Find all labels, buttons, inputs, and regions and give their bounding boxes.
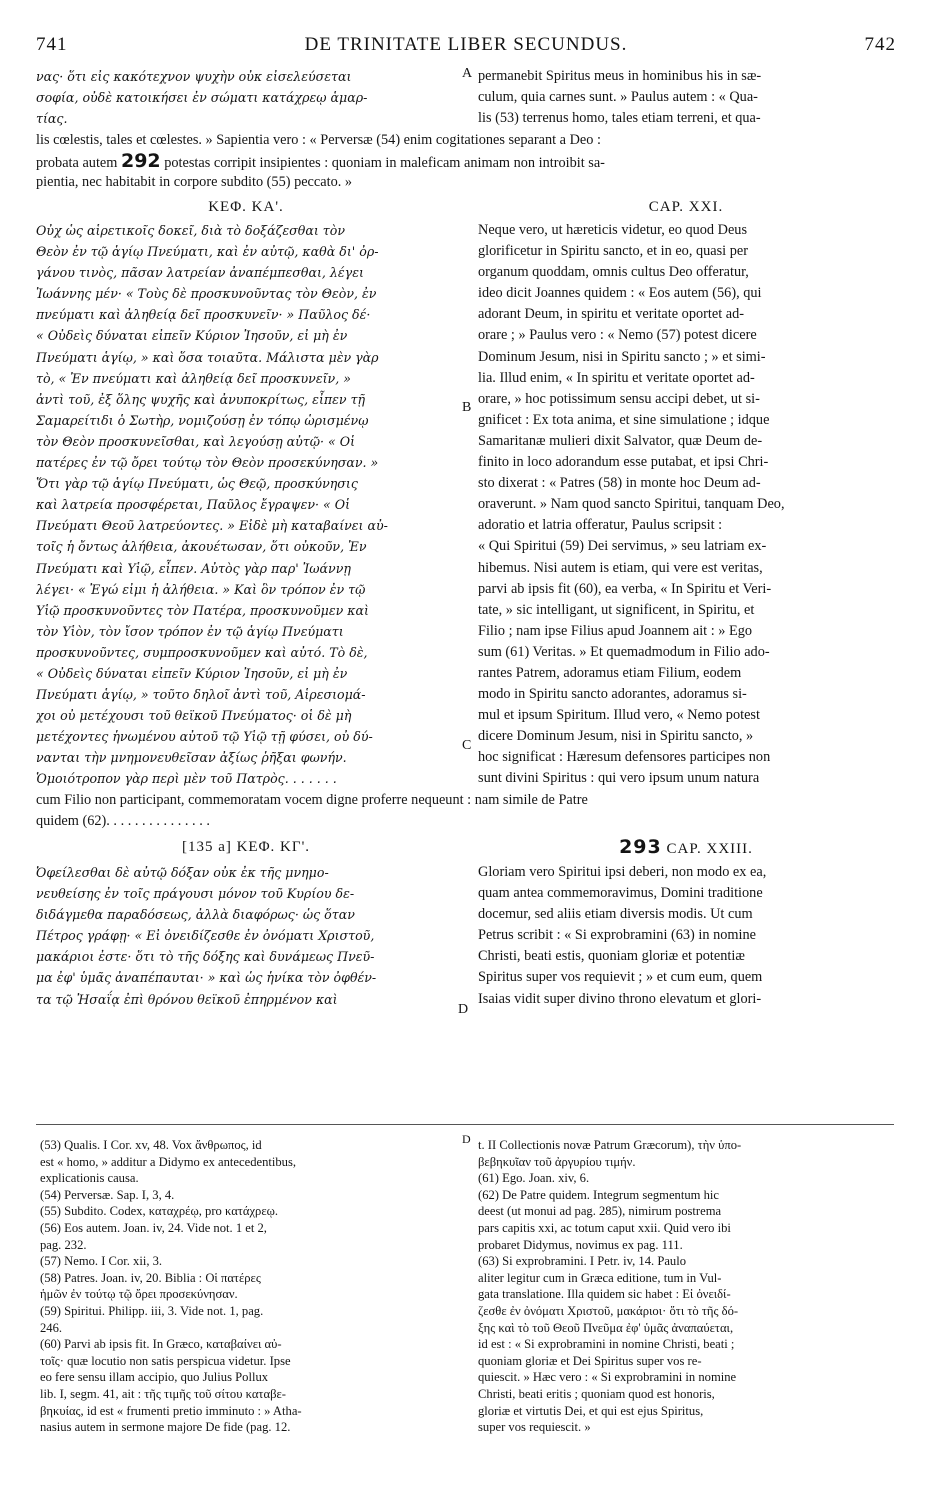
text-line: ideo dicit Joannes quidem : « Eos autem (56), qui <box>478 285 762 302</box>
text-line: Ἰωάννης μέν· « Τοὺς δὲ προσκυνοῦντας τὸν Θεὸν, ἐν <box>36 286 377 302</box>
footnote-line: deest (ut monui ad pag. 285), nimirum postrema <box>478 1204 722 1219</box>
footnote-line: pag. 232. <box>40 1237 87 1252</box>
footnote-line: βεβηκυῖαν τοῦ ἀργυρίου τιμήν. <box>478 1154 636 1169</box>
text-line: τίας. <box>36 111 68 127</box>
footnote-line: lib. I, segm. 41, ait : τῆς τιμῆς τοῦ σίτου καταβε- <box>40 1386 286 1401</box>
latin-column-top <box>478 66 894 129</box>
greek-column-chapter-21 <box>36 220 456 790</box>
text-line: Isaias vidit super divino throno elevatum et glori- <box>478 990 762 1007</box>
text-line: νευθείσης ἐν τοῖς πράγουσι μόνον τοῦ Κυρίου δε- <box>36 886 355 902</box>
heading-label: CAP. XXIII. <box>666 841 753 857</box>
footnote-line: (60) Parvi ab ipsis fit. In Græco, καταβαίνει αὐ- <box>40 1337 282 1352</box>
text-line: Πνεύματι ἁγίῳ, » τοῦτο δηλοῖ ἀντὶ τοῦ, Αἱρεσιομά- <box>36 687 366 703</box>
text-line: glorificetur in Spiritu sancto, et in eo, quasi per <box>478 243 748 260</box>
text-line: sto dixerat : « Patres (58) in monte hoc Deum ad- <box>478 475 761 492</box>
text-line: μακάριοι ἐστε· ὅτι τὸ τῆς δόξης καὶ δυνάμεως Πνεῦ- <box>36 949 375 965</box>
text-line: adorant Deum, in spiritu et veritate oportet ad- <box>478 306 744 323</box>
margin-letter-d: D <box>458 1002 469 1017</box>
text-line: « Οὐδεὶς δύναται εἰπεῖν Κύριον Ἰησοῦν, εἰ μὴ ἐν <box>36 665 348 681</box>
greek-column-top <box>36 66 456 129</box>
text-span: potestas corripit insipientes : quoniam in maleficam animam non introibit sa- <box>164 155 605 172</box>
text-line: νας· ὅτι εἰς κακότεχνον ψυχὴν οὐκ εἰσελεύσεται <box>36 69 352 84</box>
text-line: rantes Patrem, adoramus etiam Filium, eodem <box>478 664 742 681</box>
text-line: Spiritus super vos requievit ; » et cum eum, quem <box>478 969 763 986</box>
text-line: hibemus. Nisi autem is etiam, qui vere est veritas, <box>478 559 763 576</box>
text-line: pientia, nec habitabit in corpore subdito (55) peccato. » <box>36 174 353 191</box>
footnote-line: probaret Didymus, novimus ex pag. 111. <box>478 1237 683 1252</box>
text-line: Πνεύματι ἁγίῳ, » καὶ ὅσα τοιαῦτα. Μάλιστα μὲν γὰρ <box>36 349 379 365</box>
right-page-number: 742 <box>864 34 896 55</box>
footnote-line: gloriæ et virtutis Dei, et qui est ejus Spiritus, <box>478 1403 704 1418</box>
latin-column-chapter-21 <box>478 220 894 790</box>
footnote-line: (53) Qualis. I Cor. xv, 48. Vox ἄνθρωπος, id <box>40 1138 262 1152</box>
text-line: πνεύματι καὶ ἀληθείᾳ δεῖ προσκυνεῖν· » Παῦλος δέ· <box>36 307 371 323</box>
heading-text <box>478 836 894 859</box>
text-line: adoratio et latria offeratur, Paulus scripsit : <box>478 517 723 534</box>
text-line: modo in Spiritu sancto adorantes, adoramus si- <box>478 686 747 703</box>
margin-letter-a: A <box>462 66 473 81</box>
margin-letter-b: B <box>462 400 472 415</box>
footnote-line: (56) Eos autem. Joan. iv, 24. Vide not. 1 et 2, <box>40 1220 267 1235</box>
text-line: cum Filio non participant, commemoratam vocem digne proferre nequeunt : nam simile de Patre <box>36 792 588 808</box>
text-line: lis (53) terrenus homo, tales etiam terreni, et qua- <box>478 110 761 127</box>
text-line: τα τῷ Ἠσαΐᾳ ἐπὶ θρόνου θεϊκοῦ ἐπηρμένον καὶ <box>36 991 338 1007</box>
latin-column-chapter-23 <box>478 862 894 1010</box>
greek-chapter-heading-23 <box>36 836 456 859</box>
footnote-line: τοῖς· quæ locutio non satis perspicua videtur. Ipse <box>40 1353 291 1368</box>
footnote-line: (63) Si exprobramini. I Petr. iv, 14. Paulo <box>478 1254 687 1269</box>
text-line: λέγει· « Ἐγώ εἰμι ἡ ἀλήθεια. » Καὶ ὃν τρόπον ἐν τῷ <box>36 581 366 597</box>
text-line: τὸν Θεὸν προσκυνεῖσθαι, καὶ λεγούσῃ αὐτῷ· « Οἱ <box>36 433 356 449</box>
text-line: Οὐχ ὡς αἱρετικοῖς δοκεῖ, διὰ τὸ δοξάζεσθαι τὸν <box>36 223 346 238</box>
heading-text: ΚΕΦ. ΚΑ'. <box>208 199 284 215</box>
footnote-line: est « homo, » additur a Didymo ex antecedentibus, <box>40 1154 297 1169</box>
footnote-line: explicationis causa. <box>40 1171 139 1186</box>
text-line: Θεὸν ἐν τῷ ἁγίῳ Πνεύματι, καὶ ἐν αὐτῷ, καθὰ δι' ὀρ- <box>36 244 379 260</box>
text-line: quam antea commemoravimus, Domini traditione <box>478 885 763 902</box>
text-line: oraverunt. » Nam quod sancto Spiritui, tanquam Deo, <box>478 496 785 513</box>
text-line: Gloriam vero Spiritui ipsi deberi, non modo ex ea, <box>478 864 767 880</box>
footnote-line: eo fere sensu illam accipio, quo Julius Pollux <box>40 1370 269 1385</box>
text-line: χοι οὐ μετέχουσι τοῦ θεϊκοῦ Πνεύματος· οἱ δὲ μὴ <box>36 708 352 724</box>
text-line: Υἱῷ προσκυνοῦντες τὸν Πατέρα, προσκυνοῦμεν καὶ <box>36 602 369 618</box>
text-line: Σαμαρείτιδι ὁ Σωτὴρ, νομιζούσῃ ἐν τόπῳ ὡρισμένῳ <box>36 412 369 428</box>
latin-chapter-heading-23 <box>478 836 894 859</box>
text-line: permanebit Spiritus meus in hominibus his in sæ- <box>478 68 762 84</box>
footnote-line: βηκυίας, id est « frumenti pretio imminuto : » Atha- <box>40 1403 302 1418</box>
heading-text: CAP. XXI. <box>648 199 724 215</box>
footnote-line: ξης καὶ τὸ τοῦ Θεοῦ Πνεῦμα ἐφ' ὑμᾶς ἀναπαύεται, <box>478 1320 734 1335</box>
text-line: parvi ab ipsis fit (60), ea verba, « In Spiritu et Veri- <box>478 580 772 597</box>
text-line: quidem (62). . . . . . . . . . . . . . . <box>36 813 210 830</box>
text-line: lia. Illud enim, « In spiritu et veritate oportet ad- <box>478 369 755 386</box>
text-line: Samaritanæ mulieri dixit Salvator, quæ Deum de- <box>478 432 763 449</box>
text-line: Neque vero, ut hæreticis videtur, eo quod Deus <box>478 222 748 238</box>
text-line: Petrus scribit : « Si exprobramini (63) in nomine <box>478 927 756 944</box>
footnote-line: quoniam gloriæ et Dei Spiritus super vos re- <box>478 1353 702 1368</box>
footnote-line: quiescit. » Hæc vero : « Si exprobramini in nomine <box>478 1370 737 1385</box>
text-line: « Qui Spiritui (59) Dei servimus, » seu latriam ex- <box>478 538 767 555</box>
running-title: DE TRINITATE LIBER SECUNDUS. <box>304 34 628 55</box>
text-line: καὶ λατρεία προσφέρεται, Παῦλος ἔγραψεν· « Οἱ <box>36 497 351 513</box>
footnote-line: pars capitis xxi, ac totum caput xxii. Quid vero ibi <box>478 1220 731 1235</box>
text-line: Filio ; nam ipse Filius apud Joannem ait : » Ego <box>478 622 753 639</box>
footnote-line: t. II Collectionis novæ Patrum Græcorum), τὴν ὑπο- <box>478 1138 742 1152</box>
text-line: Ὅτι γὰρ τῷ ἁγίῳ Πνεύματι, ὡς Θεῷ, προσκύνησις <box>36 476 358 492</box>
text-line: τὸν Υἱὸν, τὸν ἴσον τρόπον ἐν τῷ ἁγίῳ Πνεύματι <box>36 623 344 639</box>
page-marker-292: 292 <box>120 151 161 173</box>
text-line: σοφία, οὐδὲ κατοικήσει ἐν σώματι κατάχρεῳ ἁμαρ- <box>36 90 368 106</box>
full-width-block-2 <box>36 790 894 832</box>
text-line: gnificet : Ex tota anima, et sine simulatione ; idque <box>478 411 770 428</box>
footnote-line: id est : « Si exprobramini in nomine Christi, beati ; <box>478 1337 735 1352</box>
text-line: hoc significat : Hæresum defensores participes non <box>478 749 771 766</box>
footnote-line: (55) Subdito. Codex, καταχρέῳ, pro κατάχρεῳ. <box>40 1204 279 1219</box>
footnote-line: 246. <box>40 1320 63 1335</box>
footnote-line: (59) Spiritui. Philipp. iii, 3. Vide not. 1, pag. <box>40 1303 264 1318</box>
footnotes-left <box>40 1137 456 1436</box>
footnote-line: ζεσθε ἐν ὀνόματι Χριστοῦ, μακάριοι· ὅτι τὸ τῆς δό- <box>478 1303 739 1318</box>
footnote-line: (62) De Patre quidem. Integrum segmentum hic <box>478 1187 719 1202</box>
full-width-block-1 <box>36 130 894 193</box>
text-line: Dominum Jesum, nisi in Spiritu sancto ; » et simi- <box>478 348 766 365</box>
text-line: μετέχοντες ἡνωμένου αὐτοῦ τῷ Υἱῷ τῇ φύσει, οὐ δύ- <box>36 729 373 745</box>
text-span: probata autem <box>36 155 118 172</box>
text-line: Ὁμοιότροπον γὰρ περὶ μὲν τοῦ Πατρὸς. . . . . . . <box>36 771 337 787</box>
text-line: τὸ, « Ἐν πνεύματι καὶ ἀληθείᾳ δεῖ προσκυνεῖν, » <box>36 370 351 386</box>
footnote-line: (61) Ego. Joan. xiv, 6. <box>478 1171 590 1186</box>
margin-letter-c: C <box>462 738 472 753</box>
footnote-line: (54) Perversæ. Sap. I, 3, 4. <box>40 1187 175 1202</box>
text-line: Christi, beati estis, quoniam gloriæ et potentiæ <box>478 948 745 965</box>
footnote-line: aliter legitur cum in Græca editione, tum in Vul- <box>478 1270 722 1285</box>
text-line: lis cœlestis, tales et cœlestes. » Sapientia vero : « Perversæ (54) enim cogitationes separant a Deo : <box>36 132 601 148</box>
latin-chapter-heading-21 <box>478 196 894 219</box>
heading-text: [135 a] ΚΕΦ. ΚΓ'. <box>181 839 311 855</box>
footnote-line: ἡμῶν ἐν τούτῳ τῷ ὄρει προσεκύνησαν. <box>40 1287 238 1302</box>
text-line: culum, quia carnes sunt. » Paulus autem : « Qua- <box>478 89 758 106</box>
greek-column-chapter-23 <box>36 862 456 1010</box>
text-line: Ὀφείλεσθαι δὲ αὐτῷ δόξαν οὐκ ἐκ τῆς μνημο- <box>36 865 329 880</box>
text-line: Πέτρος γράφῃ· « Εἰ ὀνειδίζεσθε ἐν ὀνόματι Χριστοῦ, <box>36 928 375 944</box>
text-line: orare, » hoc potissimum sensu accipi debet, ut si- <box>478 390 760 407</box>
footnote-line: super vos requiescit. » <box>478 1420 591 1435</box>
text-line: « Οὐδεὶς δύναται εἰπεῖν Κύριον Ἰησοῦν, εἰ μὴ ἐν <box>36 328 348 344</box>
text-line: orare ; » Paulus vero : « Nemo (57) potest dicere <box>478 327 757 344</box>
text-line: docemur, sed aliis etiam diversis modis. Ut cum <box>478 906 753 923</box>
text-line: mul et ipsum Spiritum. Illud vero, « Nemo potest <box>478 707 760 724</box>
text-line: sum (61) Veritas. » Et quemadmodum in Filio ado- <box>478 643 770 660</box>
text-line <box>36 151 894 172</box>
text-line: ἀντὶ τοῦ, ἐξ ὅλης ψυχῆς καὶ ἀνυποκρίτως, εἶπεν τῇ <box>36 391 366 407</box>
text-line: sunt divini Spiritus : qui vero ipsum unum natura <box>478 770 760 787</box>
footnote-line: Christi, beati eritis ; quoniam quod est honoris, <box>478 1386 715 1401</box>
footnote-line: (58) Patres. Joan. iv, 20. Biblia : Οἱ πατέρες <box>40 1270 261 1285</box>
footnote-line: gata translatione. Illa quidem sic habet : Εἰ ὀνειδί- <box>478 1287 731 1302</box>
text-line: πατέρες ἐν τῷ ὄρει τούτῳ τὸν Θεὸν προσεκύνησαν. » <box>36 455 379 471</box>
margin-letter-d-notes: D <box>462 1132 471 1146</box>
text-line: προσκυνοῦντες, συμπροσκυνοῦμεν καὶ αὐτό. Τὸ δὲ, <box>36 644 368 660</box>
footnote-line: nasius autem in sermone majore De fide (pag. 12. <box>40 1420 291 1435</box>
text-line: γάνου τινὸς, πᾶσαν λατρείαν ἀναπέμπεσθαι, λέγει <box>36 265 364 281</box>
left-page-number: 741 <box>36 34 68 55</box>
text-line: Πνεύματι καὶ Υἱῷ, εἶπεν. Αὐτὸς γὰρ παρ' Ἰωάννῃ <box>36 560 351 576</box>
running-header <box>36 34 896 56</box>
text-line: Πνεύματι Θεοῦ λατρεύοντες. » Εἰδὲ μὴ καταβαίνει αὐ- <box>36 518 388 534</box>
text-line: διδάγμεθα παραδόσεως, ἀλλὰ διαφόρως· ὡς ὅταν <box>36 907 355 923</box>
text-line: dicere Dominum Jesum, nisi in Spiritu sancto, » <box>478 728 754 745</box>
text-line: τοῖς ἡ ὄντως ἀλήθεια, ἀκουέτωσαν, ὅτι οὐκοῦν, Ἐν <box>36 539 367 555</box>
text-line: νανται τὴν μνημονευθεῖσαν ἀξίως ῥῆξαι φωνήν. <box>36 750 347 766</box>
text-line: μα ἐφ' ὑμᾶς ἀναπέπαυται· » καὶ ὡς ἡνίκα τὸν ὀφθέν- <box>36 970 377 986</box>
text-line: tate, » sic intelligant, ut significent, in Spiritu, et <box>478 601 755 618</box>
footnote-line: (57) Nemo. I Cor. xii, 3. <box>40 1254 163 1269</box>
text-line: finito in loco adorandum esse putabat, et ipsi Chri- <box>478 454 769 471</box>
text-line: organum quoddam, omnis cultus Deo offeratur, <box>478 264 749 281</box>
footnote-rule <box>36 1124 894 1125</box>
page-marker-293: 293 <box>619 836 662 858</box>
greek-chapter-heading-21 <box>36 196 456 219</box>
footnotes-right <box>478 1137 894 1436</box>
